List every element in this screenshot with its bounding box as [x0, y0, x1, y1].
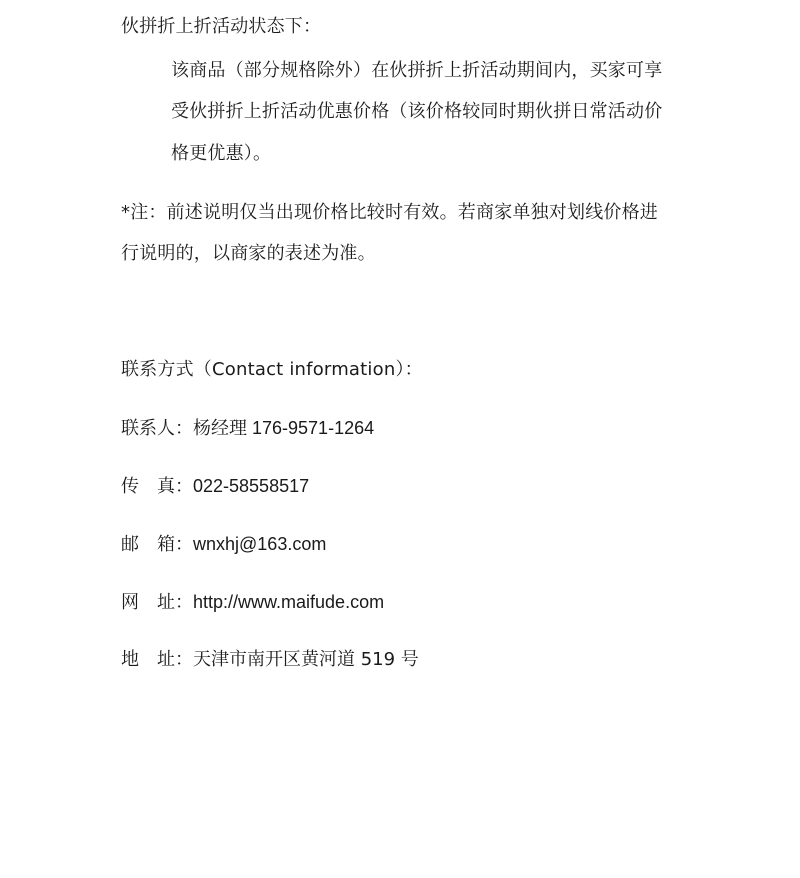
contact-fax-value: 022-58558517	[193, 476, 310, 496]
contact-web-row	[121, 589, 384, 616]
body-line-1: 该商品（部分规格除外）在伙拼折上折活动期间内，买家可享	[171, 60, 663, 81]
contact-address-value: 天津市南开区黄河道 519 号	[193, 649, 419, 670]
contact-fax-row	[121, 473, 309, 500]
contact-person-label: 联系人：	[121, 418, 193, 439]
contact-fax-label: 传 真：	[121, 476, 193, 497]
note-line-1: *注：前述说明仅当出现价格比较时有效。若商家单独对划线价格进	[121, 202, 658, 223]
contact-person-value: 杨经理 176-9571-1264	[193, 418, 375, 438]
contact-email-row	[121, 531, 326, 558]
contact-web-label: 网 址：	[121, 592, 193, 613]
note-line-2: 行说明的，以商家的表述为准。	[121, 243, 376, 264]
contact-address-label: 地 址：	[121, 649, 193, 670]
contact-person-row	[121, 415, 374, 442]
contact-web-value: http://www.maifude.com	[193, 592, 385, 612]
contact-email-label: 邮 箱：	[121, 534, 193, 555]
contact-title: 联系方式（Contact information）：	[121, 359, 423, 380]
contact-email-value: wnxhj@163.com	[193, 534, 327, 554]
contact-address-row	[121, 647, 419, 673]
section-heading: 伙拼折上折活动状态下：	[121, 16, 322, 37]
body-line-3: 格更优惠）。	[171, 143, 272, 164]
body-line-2: 受伙拼折上折活动优惠价格（该价格较同时期伙拼日常活动价	[171, 101, 663, 122]
